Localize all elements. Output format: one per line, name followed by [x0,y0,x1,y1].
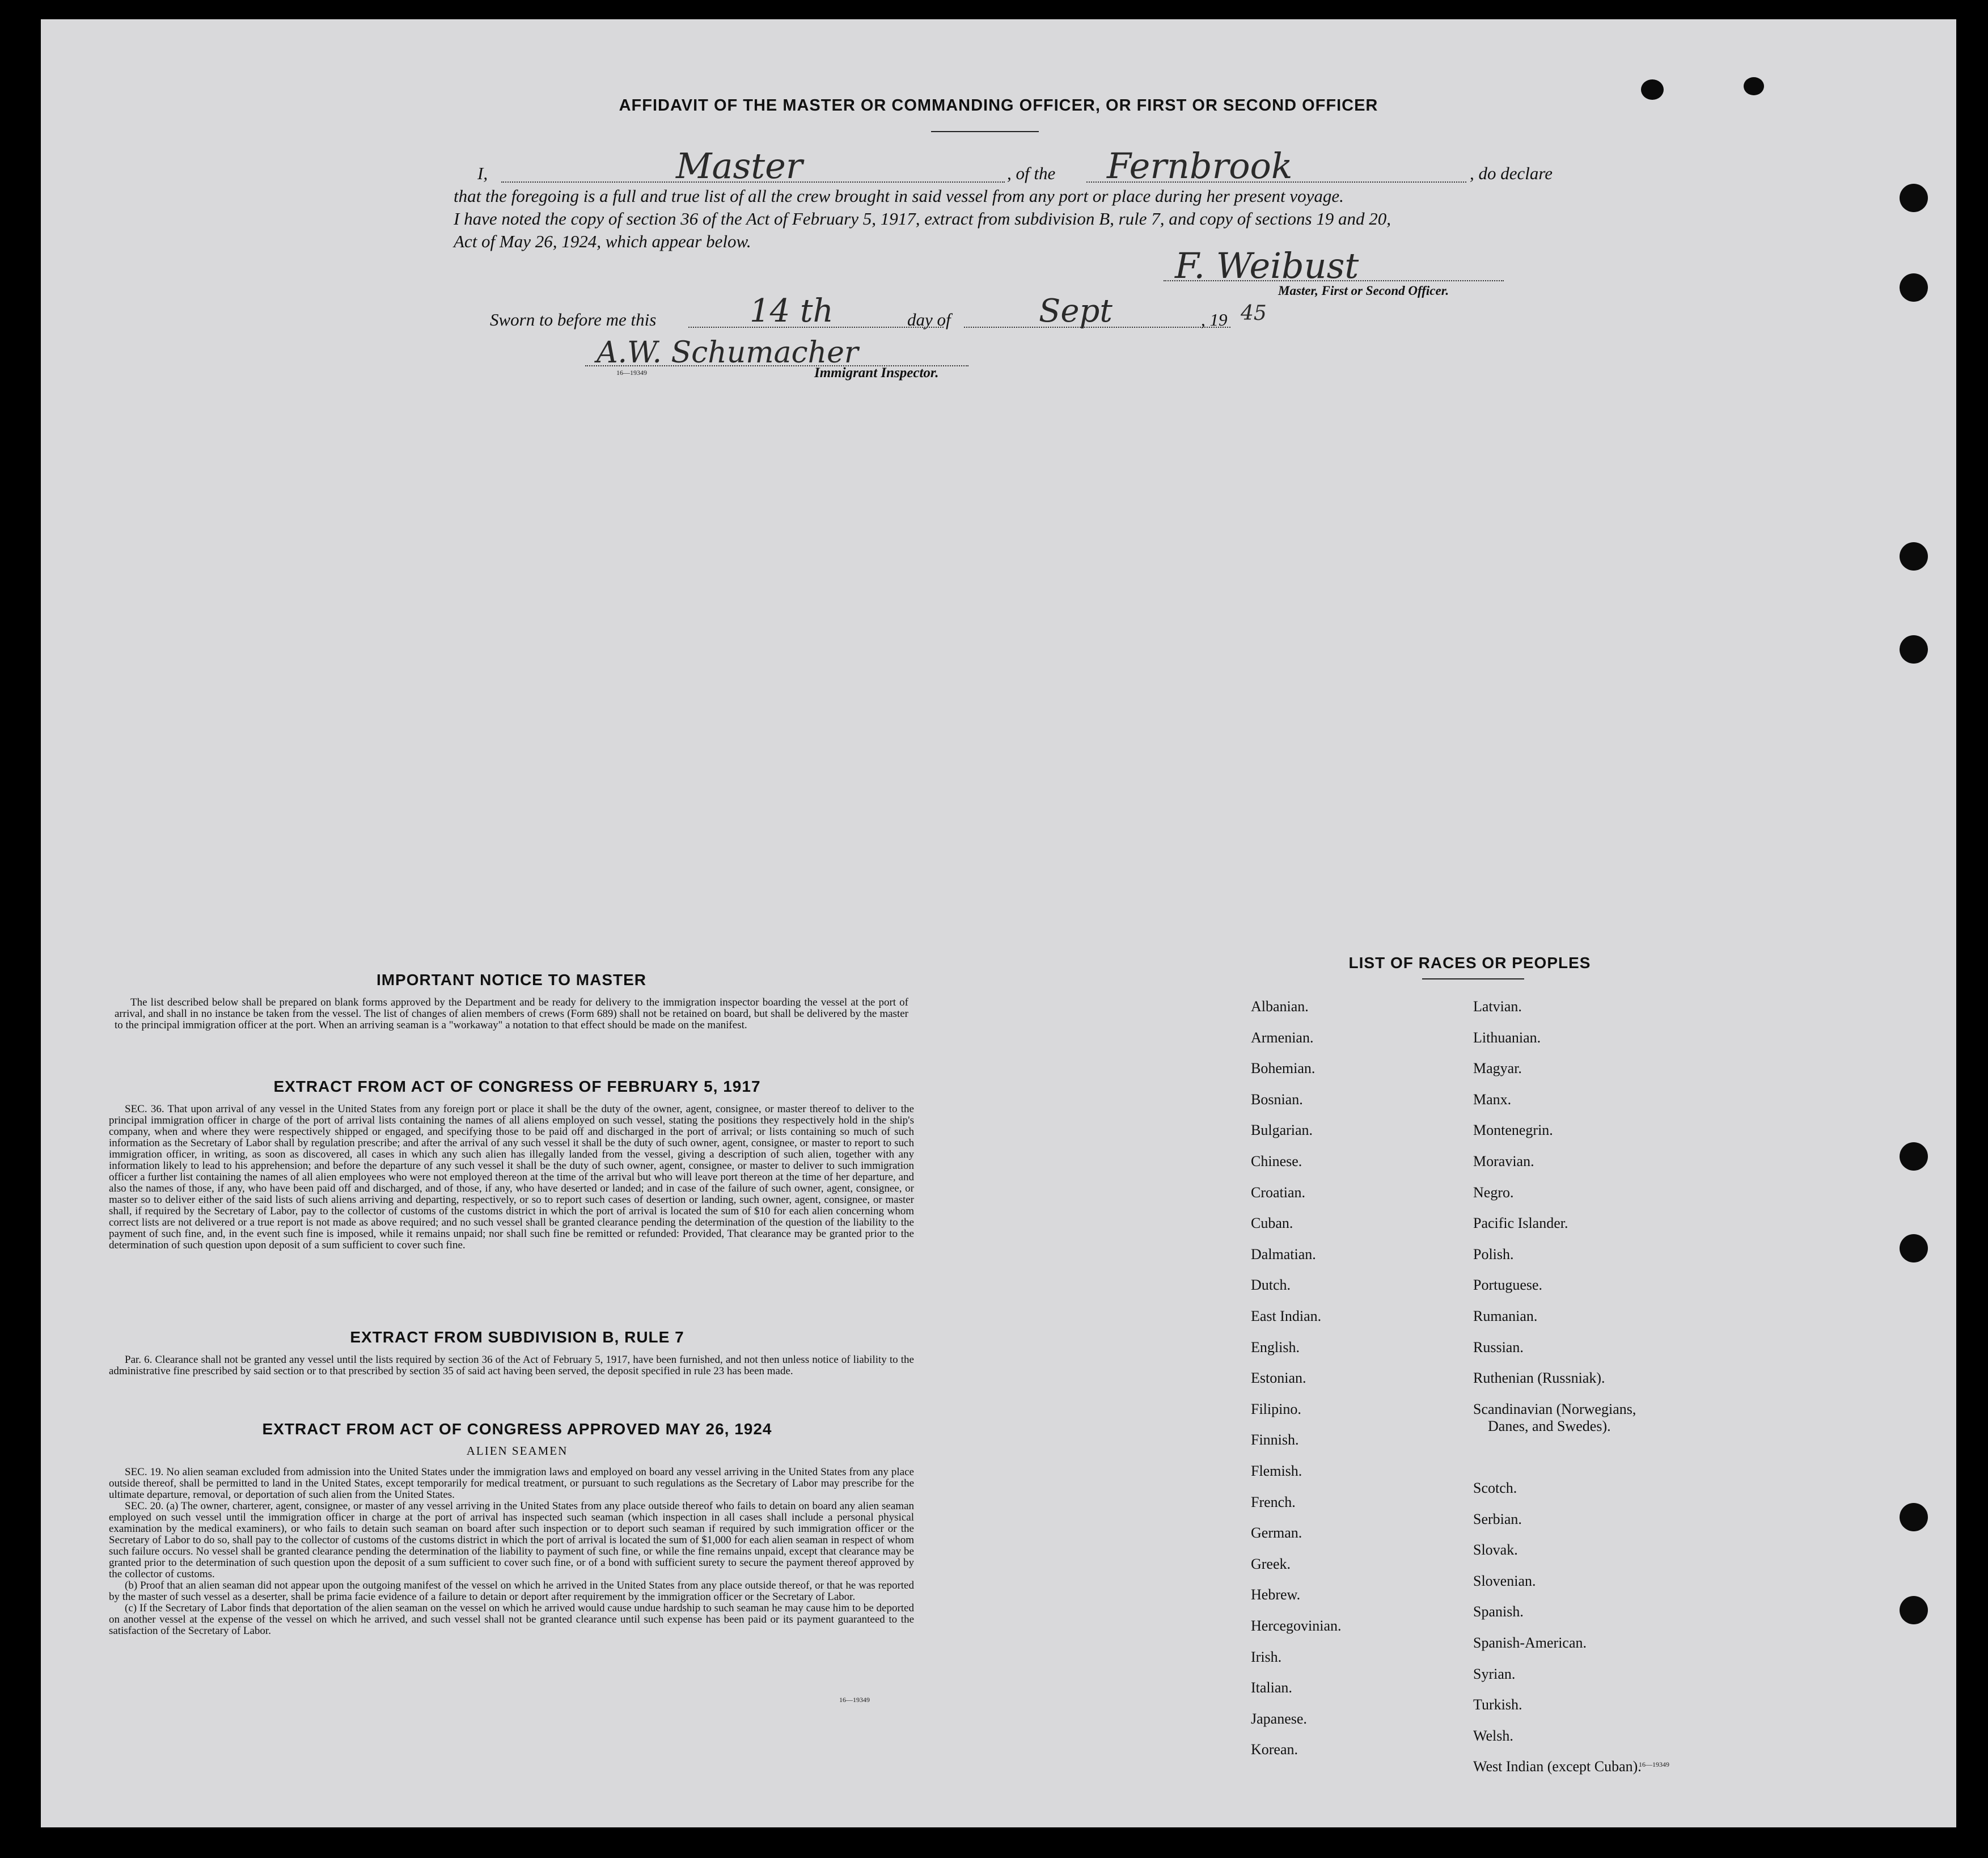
extract-form-number: 16—19349 [839,1696,870,1704]
race-item: English. [1251,1339,1300,1356]
sec-20b-paragraph: (b) Proof that an alien seaman did not appear upon the outgoing manifest of the vessel on which he arrived in the United States from any place outside thereof, or that he was reported by the master of such vessel as a deserter, shall be prima facie evidence of a failure to detain or deport after requirement by the immigration officer or the Secretary of Labor. [109,1580,914,1603]
race-item: Montenegrin. [1473,1122,1553,1138]
race-item: Estonian. [1251,1370,1306,1386]
race-item: West Indian (except Cuban). [1473,1758,1642,1775]
extract-rule7-title: EXTRACT FROM SUBDIVISION B, RULE 7 [350,1328,684,1346]
race-item: Spanish-American. [1473,1635,1587,1651]
signature-caption: Master, First or Second Officer. [1278,284,1449,298]
race-item: Bohemian. [1251,1060,1316,1076]
race-item: Filipino. [1251,1401,1301,1417]
race-item: Welsh. [1473,1728,1513,1744]
notice-text: The list described below shall be prepared on blank forms approved by the Department and be ready for delivery to the immigration inspector boarding the vessel at the port of arrival, and shall in no instance be taken from the vessel. The list of changes of alien members of crews (Form 689) shall not be retained on board, but shall be delivered by the master to the principal immigration officer at the port. When an arriving seaman is a "workaway" a notation to that effect should be made on the manifest. [115,996,908,1031]
race-item: Syrian. [1473,1666,1516,1682]
race-item: Serbian. [1473,1511,1522,1527]
name-value: Master [676,145,803,187]
race-item: Dutch. [1251,1277,1291,1293]
races-form-number: 16—19349 [1639,1760,1669,1768]
year-value: 45 [1241,302,1267,325]
race-item: Pacific Islander. [1473,1215,1568,1231]
master-signature: F. Weibust [1175,245,1359,286]
race-item: Polish. [1473,1246,1514,1262]
race-item: Bosnian. [1251,1091,1303,1108]
race-item: Magyar. [1473,1060,1522,1076]
year-label: , 19 [1201,310,1228,330]
punch-hole [1900,273,1928,302]
races-column-1 [1251,998,1478,1781]
race-item: Japanese. [1251,1711,1307,1727]
vessel-value: Fernbrook [1107,145,1293,187]
race-item: Ruthenian (Russniak). [1473,1370,1605,1386]
punch-hole [1900,1503,1928,1531]
declaration-line-4: Act of May 26, 1924, which appear below. [454,231,751,251]
sec-20a-paragraph: SEC. 20. (a) The owner, charterer, agent, consignee, or master of any vessel arriving in the United States from any place outside thereof who fails to detain on board any alien seaman employed on such vessel until the immigration officer in charge at the port of arrival has inspected such seaman (which inspection in all cases shall include a personal physical examination by the medical examiners), or who fails to detain such seaman on board after such inspection or to deport such seaman if required by such immigration officer or the Secretary of Labor to do so, shall pay to the collector of customs of the customs district in which the port of arrival is located the sum of $1,000 for each alien seaman in respect of whom such failure occurs. No vessel shall be granted clearance pending the determination of the liability to payment of such fine, or while the fine remains unpaid, except that clearance may be granted prior to the determination of such question upon the deposit of a sum sufficient to cover such fine, or of a bond with sufficient surety to secure the payment thereof approved by the collector of customs. [109,1500,914,1580]
race-item: Dalmatian. [1251,1246,1316,1262]
inspector-signature: A.W. Schumacher [597,336,858,370]
notice-title: IMPORTANT NOTICE TO MASTER [376,971,647,989]
race-item: Lithuanian. [1473,1029,1541,1046]
sworn-label: Sworn to before me this [490,310,657,330]
alien-seamen-subtitle: ALIEN SEAMEN [466,1444,568,1458]
race-item: Bulgarian. [1251,1122,1313,1138]
race-item: Cuban. [1251,1215,1293,1231]
race-item: Portuguese. [1473,1277,1543,1293]
sec-20c-paragraph: (c) If the Secretary of Labor finds that deportation of the alien seaman on the vessel on which he arrived would cause undue hardship to such seaman he may cause him to be deported on another vessel at the expense of the vessel on which he arrived, and such vessel shall not be granted clearance until such expense has been paid or its payment guaranteed to the satisfaction of the Secretary of Labor. [109,1602,914,1637]
extract-1917-title: EXTRACT FROM ACT OF CONGRESS OF FEBRUARY 5, 1917 [273,1078,761,1095]
extract-rule7-text: Par. 6. Clearance shall not be granted any vessel until the lists required by section 36 of the Act of February 5, 1917, have been furnished, and not then unless notice of liability to the administrative fine prescribed by said section or to that prescribed by section 35 of said act having been served, the deposit specified in rule 23 has been made. [109,1354,914,1377]
extract-1917-text: SEC. 36. That upon arrival of any vessel in the United States from any foreign port or place it shall be the duty of the owner, agent, consignee, or master thereof to deliver to the principal immigration officer in charge of the port of arrival lists containing the names of all aliens employed on such vessel, stating the positions they respectively hold in the ship's company, when and where they were respectively shipped or engaged, and specifying those to be paid off and discharged in the port of arrival; or lists containing so much of such information as the Secretary of Labor shall by regulation prescribe; and after the arrival of any such vessel it shall be the duty of such owner, agent, consignee, or master to report to such immigration officer, in writing, as soon as discovered, all cases in which any such alien has illegally landed from the vessel, giving a description of such alien, together with any information likely to lead to his apprehension; and before the departure of any such vessel it shall be the duty of such owner, agent, consignee, or master to deliver to such immigration officer a further list containing the names of all alien employees who were not employed thereon at the time of the arrival but who will leave port thereon at the time of her departure, and also the names of those, if any, who have been paid off and discharged, and of those, if any, who have deserted or landed; and in case of the failure of such owner, agent, consignee, or master so to deliver either of the said lists of such aliens arriving and departing, respectively, or so to report such cases of desertion or landing, such owner, agent, consignee, or master shall, if required by the Secretary of Labor, pay to the collector of customs of the customs district in which the port of arrival is located the sum of $10 for each alien concerning whom correct lists are not delivered or a true report is not made as above required; and no such vessel shall be granted clearance pending the determination of the question of the liability to the payment of such fine, and, in the event such fine is imposed, while it remains unpaid; nor shall such fine be remitted or refunded: Provided, That clearance may be granted prior to the determination of such question upon deposit of a sum sufficient to cover such fine. [109,1103,914,1251]
form-number: 16—19349 [616,369,647,377]
race-item: Flemish. [1251,1463,1302,1479]
punch-hole [1900,184,1928,212]
punch-hole [1744,77,1764,95]
race-item: Croatian. [1251,1184,1306,1201]
month-value: Sept [1039,293,1113,330]
i-label: I, [477,163,488,183]
race-item: Slovenian. [1473,1573,1536,1589]
race-item: Moravian. [1473,1153,1534,1169]
race-item: Danes, and Swedes). [1488,1418,1611,1434]
race-item: Korean. [1251,1741,1298,1758]
race-item: Latvian. [1473,998,1522,1015]
punch-hole [1900,635,1928,664]
race-item: German. [1251,1525,1302,1541]
race-item: Chinese. [1251,1153,1302,1169]
races-divider [1422,978,1524,979]
race-item: Scotch. [1473,1480,1517,1496]
race-item: East Indian. [1251,1308,1322,1324]
race-item: French. [1251,1494,1296,1510]
races-column-2 [1473,998,1870,1781]
punch-hole [1900,1234,1928,1262]
inspector-caption: Immigrant Inspector. [814,365,939,381]
punch-hole [1900,1596,1928,1624]
declare-label: , do declare [1470,163,1553,183]
extract-1924-text [109,1467,914,1637]
race-item: Rumanian. [1473,1308,1538,1324]
race-item: Spanish. [1473,1603,1524,1620]
race-item: Finnish. [1251,1431,1299,1448]
race-item: Albanian. [1251,998,1309,1015]
affidavit-title: AFFIDAVIT OF THE MASTER OR COMMANDING OFFICER, OR FIRST OR SECOND OFFICER [619,96,1378,115]
race-item: Armenian. [1251,1029,1314,1046]
race-item: Slovak. [1473,1542,1518,1558]
day-value: 14 th [750,293,834,330]
document-page [41,19,1956,1827]
race-item: Irish. [1251,1649,1282,1665]
race-item: Russian. [1473,1339,1524,1356]
race-item: Negro. [1473,1184,1514,1201]
race-item: Hebrew. [1251,1586,1301,1603]
declaration-line-2: that the foregoing is a full and true list of all the crew brought in said vessel from any port or place during her present voyage. [454,186,1344,206]
day-of-label: day of [907,310,951,330]
race-item: Turkish. [1473,1696,1522,1713]
declaration-line-3: I have noted the copy of section 36 of the Act of February 5, 1917, extract from subdivision B, rule 7, and copy of sections 19 and 20, [454,209,1391,229]
race-item: Greek. [1251,1556,1291,1572]
race-item: Hercegovinian. [1251,1618,1342,1634]
sec-19-paragraph: SEC. 19. No alien seaman excluded from admission into the United States under the immigration laws and employed on board any vessel arriving in the United States from any place outside thereof, shall be permitted to land in the United States, except temporarily for medical treatment, or pursuant to such regulations as the Secretary of Labor may prescribe for the ultimate departure, removal, or deportation of such alien from the United States. [109,1466,914,1501]
race-item: Scandinavian (Norwegians, [1473,1401,1636,1417]
extract-1924-title: EXTRACT FROM ACT OF CONGRESS APPROVED MAY 26, 1924 [262,1420,772,1438]
punch-hole [1900,542,1928,571]
title-divider [931,131,1039,132]
punch-hole [1900,1142,1928,1171]
race-item: Italian. [1251,1679,1292,1696]
race-item: Manx. [1473,1091,1512,1108]
races-title: LIST OF RACES OR PEOPLES [1348,954,1591,972]
of-the-label: , of the [1007,163,1056,183]
